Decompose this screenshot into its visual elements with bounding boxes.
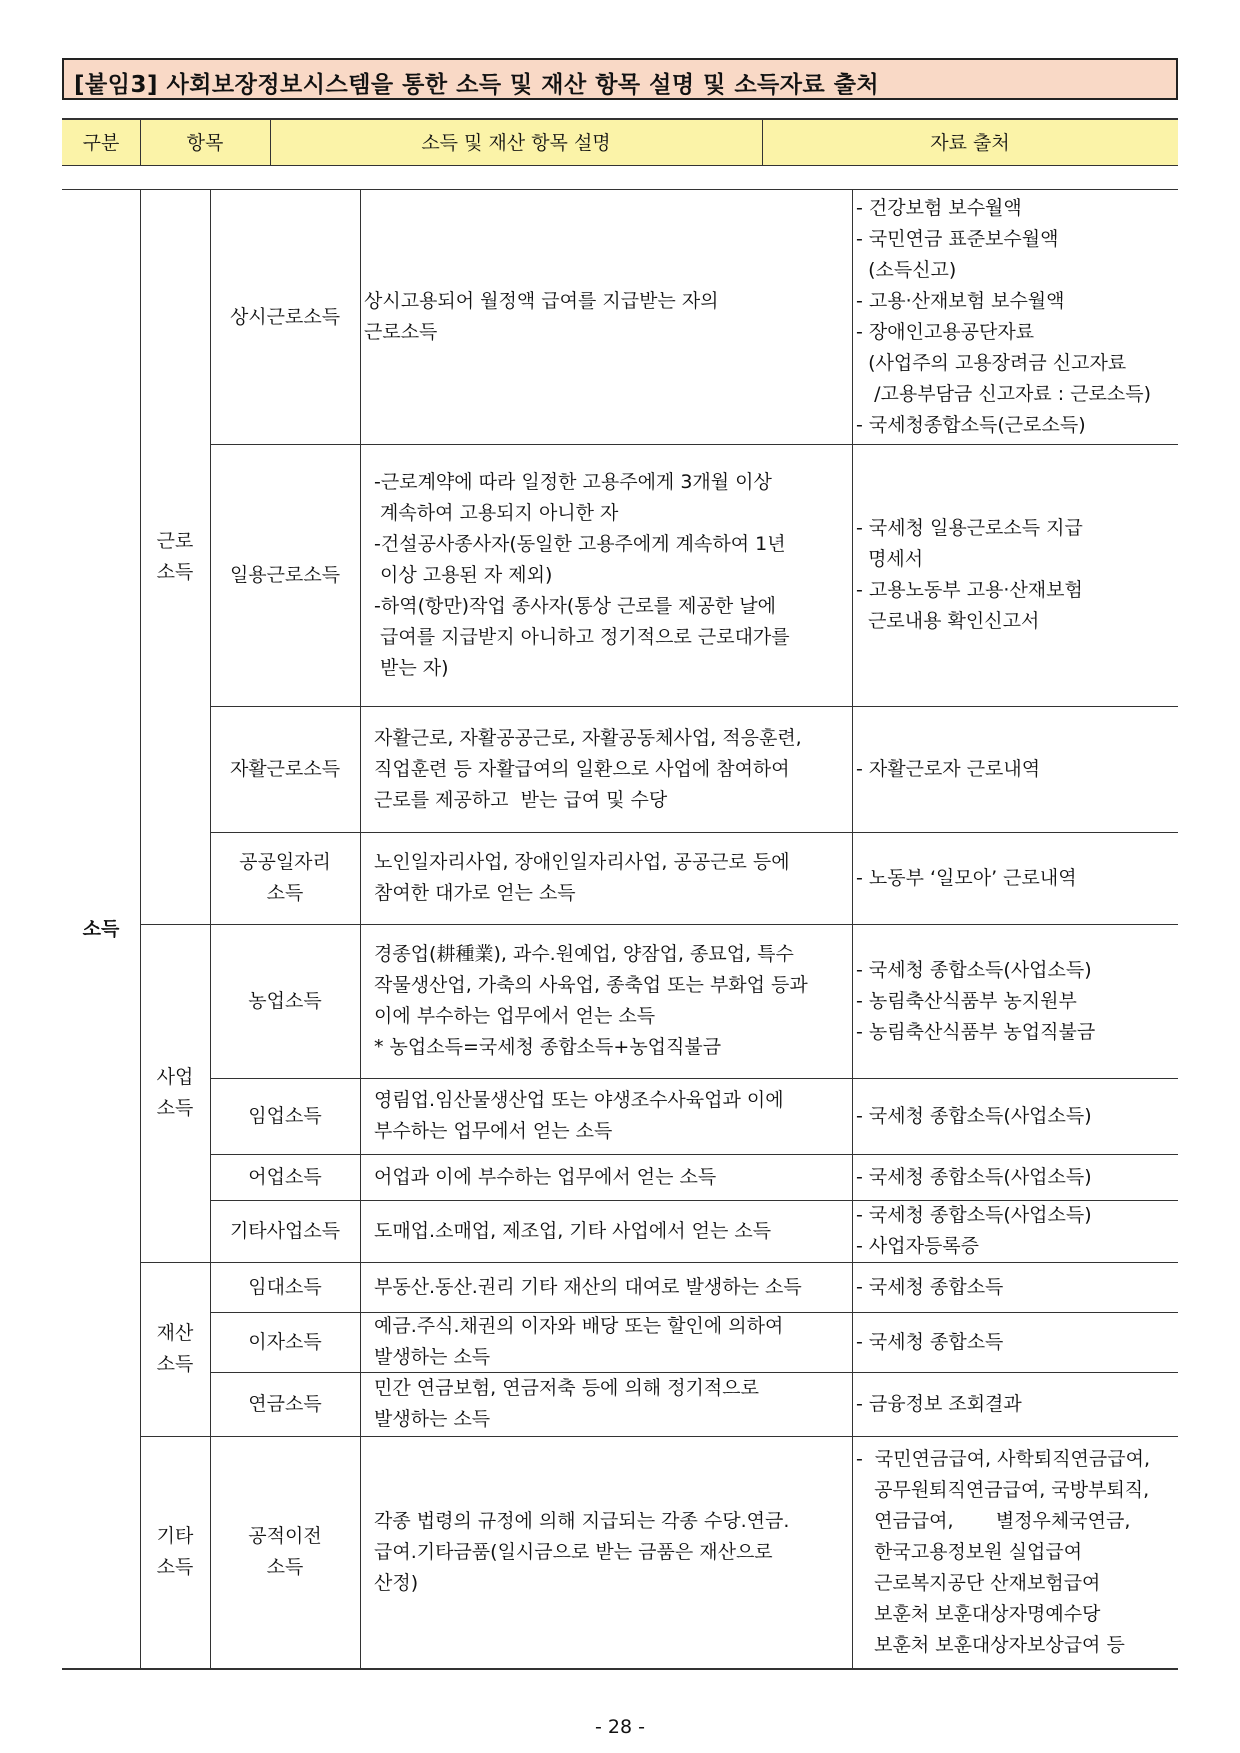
description-cell <box>360 1200 852 1262</box>
text-line: 이상 고용된 자 제외) <box>374 563 553 586</box>
item-cell <box>210 444 360 706</box>
text-line: - 사업자등록증 <box>856 1235 980 1257</box>
source-cell <box>852 1200 1178 1262</box>
text-line: 소득 <box>156 1556 194 1578</box>
text-line: - 국세청 종합소득 <box>856 1275 1004 1298</box>
text-line: 연금소득 <box>248 1392 322 1415</box>
main-category: 소득 <box>82 917 120 940</box>
text-line: - 국민연금급여, 사학퇴직연금급여, <box>856 1447 1151 1470</box>
text-line: 받는 자) <box>374 656 449 679</box>
text-line: - 고용·산재보험 보수월액 <box>856 290 1065 312</box>
item-cell <box>210 1200 360 1262</box>
source-cell <box>852 190 1178 444</box>
text-line: 노인일자리사업, 장애인일자리사업, 공공근로 등에 <box>374 851 790 873</box>
text-line: 이에 부수하는 업무에서 얻는 소득 <box>374 1005 656 1027</box>
description-cell <box>360 1372 852 1436</box>
text-line: 일용근로소득 <box>229 563 341 586</box>
header-item: 항목 <box>186 132 224 154</box>
description-cell <box>360 706 852 832</box>
text-line: 공적이전 <box>248 1525 322 1547</box>
text-line: 공무원퇴직연금급여, 국방부퇴직, <box>856 1478 1150 1501</box>
text-line: 부수하는 업무에서 얻는 소득 <box>374 1120 613 1142</box>
group-labor <box>140 190 210 924</box>
text-line: 근로내용 확인신고서 <box>856 610 1040 632</box>
item-cell <box>210 1312 360 1372</box>
text-line: 기타사업소득 <box>229 1219 341 1242</box>
header-source: 자료 출처 <box>930 132 1010 154</box>
description-cell <box>360 444 852 706</box>
group-other <box>140 1436 210 1668</box>
text-line: /고용부담금 신고자료 : 근로소득) <box>856 383 1152 405</box>
source-cell <box>852 832 1178 924</box>
source-cell <box>852 706 1178 832</box>
text-line: - 국민연금 표준보수월액 <box>856 228 1059 250</box>
text-line: * 농업소득=국세청 종합소득+농업직불금 <box>374 1036 722 1058</box>
text-line: 이자소득 <box>248 1330 322 1353</box>
text-line: 연금급여, 별정우체국연금, <box>856 1509 1131 1532</box>
group-property <box>140 1262 210 1436</box>
item-cell <box>210 1154 360 1200</box>
description-cell <box>360 1078 852 1154</box>
text-line: 영림업.임산물생산업 또는 야생조수사육업과 이에 <box>374 1089 784 1111</box>
text-line: 근로소득 <box>364 321 438 343</box>
source-cell <box>852 1154 1178 1200</box>
source-cell <box>852 1372 1178 1436</box>
text-line: 각종 법령의 규정에 의해 지급되는 각종 수당.연금. <box>374 1509 790 1532</box>
item-cell <box>210 1436 360 1668</box>
page-title: [붙임3] 사회보장정보시스템을 통한 소득 및 재산 항목 설명 및 소득자료 출처 <box>62 58 1178 100</box>
table-header <box>62 118 1178 166</box>
source-cell <box>852 444 1178 706</box>
source-cell <box>852 1312 1178 1372</box>
header-category: 구분 <box>82 132 120 154</box>
description-cell <box>360 1262 852 1312</box>
table-bottom-rule <box>62 1668 1178 1670</box>
text-line: 소득 <box>266 882 304 904</box>
text-line: 어업소득 <box>248 1165 322 1188</box>
text-line: 직업훈련 등 자활급여의 일환으로 사업에 참여하여 <box>374 757 790 780</box>
text-line: (소득신고) <box>856 259 957 281</box>
text-line: - 금융정보 조회결과 <box>856 1392 1022 1415</box>
description-cell <box>360 832 852 924</box>
text-line: 보훈처 보훈대상자보상급여 등 <box>856 1633 1125 1656</box>
text-line: 보훈처 보훈대상자명예수당 <box>856 1602 1101 1625</box>
text-line: -하역(항만)작업 종사자(통상 근로를 제공한 날에 <box>374 594 776 617</box>
text-line: - 국세청 종합소득 <box>856 1330 1004 1353</box>
item-cell <box>210 1078 360 1154</box>
text-line: 한국고용정보원 실업급여 <box>856 1540 1083 1563</box>
text-line: 소득 <box>266 1556 304 1578</box>
text-line: 명세서 <box>856 548 924 570</box>
source-cell <box>852 924 1178 1078</box>
description-cell <box>360 924 852 1078</box>
text-line: 상시고용되어 월정액 급여를 지급받는 자의 <box>364 290 719 312</box>
text-line: 계속하여 고용되지 아니한 자 <box>374 501 619 524</box>
text-line: 근로복지공단 산재보험급여 <box>856 1571 1101 1594</box>
text-line: - 고용노동부 고용·산재보험 <box>856 579 1083 601</box>
text-line: 작물생산업, 가축의 사육업, 종축업 또는 부화업 등과 <box>374 974 808 996</box>
text-line: 농업소득 <box>248 989 322 1012</box>
description-cell <box>360 1312 852 1372</box>
text-line: - 장애인고용공단자료 <box>856 321 1035 343</box>
text-line: 도매업.소매업, 제조업, 기타 사업에서 얻는 소득 <box>374 1219 772 1242</box>
text-line: - 국세청 일용근로소득 지급 <box>856 517 1083 539</box>
page-number: - 28 - <box>595 1716 645 1738</box>
text-line: 근로를 제공하고 받는 급여 및 수당 <box>374 788 668 811</box>
text-line: 발생하는 소득 <box>374 1346 491 1368</box>
text-line: 공공일자리 <box>239 851 331 873</box>
source-cell <box>852 1436 1178 1668</box>
text-line: 소득 <box>156 561 194 583</box>
description-cell <box>360 190 852 444</box>
text-line: - 농림축산식품부 농업직불금 <box>856 1020 1096 1043</box>
text-line: 예금.주식.채권의 이자와 배당 또는 할인에 의하여 <box>374 1315 784 1337</box>
text-line: - 국세청 종합소득(사업소득) <box>856 958 1092 981</box>
text-line: - 노동부 ‘일모아’ 근로내역 <box>856 866 1077 889</box>
text-line: - 건강보험 보수월액 <box>856 197 1022 219</box>
item-cell <box>210 924 360 1078</box>
text-line: 참여한 대가로 얻는 소득 <box>374 882 576 904</box>
text-line: 어업과 이에 부수하는 업무에서 얻는 소득 <box>374 1165 717 1188</box>
text-line: 상시근로소득 <box>229 305 341 328</box>
text-line: -건설공사종사자(동일한 고용주에게 계속하여 1년 <box>374 532 786 555</box>
text-line: 소득 <box>156 1353 194 1375</box>
text-line: -근로계약에 따라 일정한 고용주에게 3개월 이상 <box>374 470 772 493</box>
text-line: - 국세청 종합소득(사업소득) <box>856 1104 1092 1127</box>
text-line: - 국세청종합소득(근로소득) <box>856 414 1086 436</box>
item-cell <box>210 190 360 444</box>
text-line: 사업 <box>156 1066 194 1088</box>
group-business <box>140 924 210 1262</box>
text-line: 산정) <box>374 1571 419 1594</box>
source-cell <box>852 1078 1178 1154</box>
text-line: 근로 <box>156 530 194 552</box>
text-line: 부동산.동산.권리 기타 재산의 대여로 발생하는 소득 <box>374 1275 802 1298</box>
item-cell <box>210 706 360 832</box>
text-line: - 농림축산식품부 농지원부 <box>856 989 1077 1012</box>
description-cell <box>360 1436 852 1668</box>
text-line: 재산 <box>156 1322 194 1344</box>
item-cell <box>210 1372 360 1436</box>
text-line: 자활근로소득 <box>229 757 341 780</box>
text-line: 소득 <box>156 1097 194 1119</box>
text-line: 임대소득 <box>248 1275 322 1298</box>
item-cell <box>210 1262 360 1312</box>
description-cell <box>360 1154 852 1200</box>
text-line: 급여를 지급받지 아니하고 정기적으로 근로대가를 <box>374 625 790 648</box>
item-cell <box>210 832 360 924</box>
text-line: - 국세청 종합소득(사업소득) <box>856 1204 1092 1226</box>
text-line: - 자활근로자 근로내역 <box>856 757 1041 780</box>
text-line: 기타 <box>156 1525 194 1547</box>
text-line: 급여.기타금품(일시금으로 받는 금품은 재산으로 <box>374 1540 773 1563</box>
header-description: 소득 및 재산 항목 설명 <box>421 132 611 154</box>
text-line: 자활근로, 자활공공근로, 자활공동체사업, 적응훈련, <box>374 726 802 749</box>
text-line: (사업주의 고용장려금 신고자료 <box>856 352 1127 374</box>
text-line: 민간 연금보험, 연금저축 등에 의해 정기적으로 <box>374 1377 759 1399</box>
text-line: 임업소득 <box>248 1104 322 1127</box>
source-cell <box>852 1262 1178 1312</box>
text-line: 발생하는 소득 <box>374 1408 491 1430</box>
text-line: 경종업(耕種業), 과수.원예업, 양잠업, 종묘업, 특수 <box>374 943 794 965</box>
text-line: - 국세청 종합소득(사업소득) <box>856 1165 1092 1188</box>
